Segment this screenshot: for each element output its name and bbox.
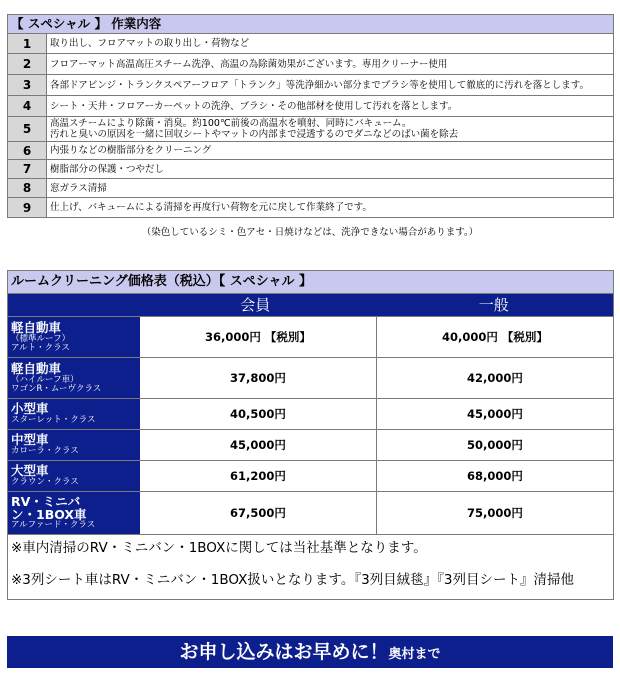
work-rows bbox=[8, 34, 613, 217]
work-step-line: 内張りなどの樹脂部分をクリーニング bbox=[50, 145, 212, 156]
work-step-line: 窓ガラス清掃 bbox=[50, 182, 107, 194]
general-price: 45,000円 bbox=[376, 399, 613, 429]
general-price: 40,000円 【税別】 bbox=[376, 317, 613, 357]
price-table-title: ルームクリーニング価格表（税込）【 スペシャル 】 bbox=[8, 271, 613, 294]
price-row bbox=[8, 357, 613, 398]
column-general: 一般 bbox=[478, 296, 509, 314]
vehicle-class-cell bbox=[8, 461, 136, 491]
work-row bbox=[8, 142, 613, 160]
vehicle-class-cell bbox=[8, 399, 136, 429]
price-footnote: ※車内清掃のRV・ミニバン・1BOXに関しては当社基準となります。 bbox=[8, 534, 613, 561]
general-price: 68,000円 bbox=[376, 461, 613, 491]
vehicle-class-example: スターレット・クラス bbox=[11, 415, 96, 426]
member-price: 45,000円 bbox=[136, 430, 376, 460]
work-table-title: 【 スペシャル 】 作業内容 bbox=[8, 15, 613, 34]
vehicle-class-cell bbox=[8, 317, 136, 357]
work-step-text bbox=[47, 117, 613, 141]
work-step-number: 3 bbox=[8, 75, 47, 95]
price-table-header bbox=[8, 294, 613, 316]
work-step-number: 2 bbox=[8, 54, 47, 74]
header-blank-cell bbox=[8, 294, 136, 316]
work-row bbox=[8, 179, 613, 198]
work-step-text bbox=[47, 34, 613, 53]
member-price: 61,200円 bbox=[136, 461, 376, 491]
work-row bbox=[8, 34, 613, 54]
work-row bbox=[8, 160, 613, 179]
apply-banner bbox=[7, 636, 613, 668]
work-step-line: フロアーマット高温高圧スチーム洗浄、高温の為除菌効果がございます。専用クリーナー使用 bbox=[50, 58, 448, 70]
vehicle-class-cell bbox=[8, 358, 136, 398]
member-price: 40,500円 bbox=[136, 399, 376, 429]
member-price: 36,000円 【税別】 bbox=[136, 317, 376, 357]
work-content-table bbox=[7, 14, 614, 218]
column-member: 会員 bbox=[240, 296, 271, 314]
vehicle-class-cell bbox=[8, 430, 136, 460]
price-notes bbox=[8, 534, 613, 599]
work-step-line: 仕上げ、バキュームによる清掃を再度行い荷物を元に戻して作業終了です。 bbox=[50, 202, 372, 213]
vehicle-class-example: アルト・クラス bbox=[11, 343, 70, 353]
vehicle-class-example: （ハイルーフ車） bbox=[11, 374, 79, 385]
vehicle-class-example: アルファード・クラス bbox=[11, 520, 96, 531]
price-table bbox=[7, 270, 614, 600]
work-step-number: 8 bbox=[8, 179, 47, 197]
vehicle-class-example: カローラ・クラス bbox=[11, 446, 79, 457]
price-rows bbox=[8, 316, 613, 534]
work-step-line: 高温スチームにより除菌・消臭。約100℃前後の高温水を噴射、同時にバキューム。 bbox=[50, 118, 412, 129]
price-row bbox=[8, 491, 613, 534]
vehicle-class-name: 軽自動車 bbox=[11, 360, 62, 376]
price-row bbox=[8, 429, 613, 460]
general-price: 50,000円 bbox=[376, 430, 613, 460]
work-step-text bbox=[47, 54, 613, 74]
work-step-number: 7 bbox=[8, 160, 47, 178]
work-row bbox=[8, 54, 613, 75]
apply-message: お申し込みはお早めに！ bbox=[179, 641, 389, 663]
vehicle-class-example: （標準ルーフ） bbox=[11, 333, 71, 344]
vehicle-class-cell bbox=[8, 492, 136, 534]
vehicle-class-name: 軽自動車 bbox=[11, 319, 62, 335]
work-step-text bbox=[47, 160, 613, 178]
work-step-text bbox=[47, 198, 613, 217]
apply-contact: 奥村まで bbox=[388, 647, 441, 662]
work-step-line: 汚れと臭いの原因を一緒に回収シートやマットの内部まで浸透するのでダニなどのばい菌を除去 bbox=[50, 129, 459, 140]
price-footnote: ※3列シート車はRV・ミニバン・1BOX扱いとなります。『3列目絨毯』『3列目シート』清掃他 bbox=[11, 572, 574, 588]
work-row bbox=[8, 198, 613, 217]
work-step-number: 5 bbox=[8, 117, 47, 141]
work-row bbox=[8, 96, 613, 117]
vehicle-class-example: ワゴンR・ムーヴクラス bbox=[11, 384, 102, 394]
work-step-number: 6 bbox=[8, 142, 47, 159]
work-row bbox=[8, 75, 613, 96]
work-step-number: 9 bbox=[8, 198, 47, 217]
member-price: 67,500円 bbox=[136, 492, 376, 534]
work-row bbox=[8, 117, 613, 142]
general-price: 75,000円 bbox=[376, 492, 613, 534]
work-step-number: 1 bbox=[8, 34, 47, 53]
price-row bbox=[8, 316, 613, 357]
vehicle-class-name: 小型車 bbox=[11, 401, 49, 417]
work-step-number: 4 bbox=[8, 96, 47, 116]
member-price: 37,800円 bbox=[136, 358, 376, 398]
stain-note: （染色しているシミ・色アセ・日焼けなどは、洗浄できない場合があります。） bbox=[141, 227, 479, 238]
work-step-line: 取り出し、フロアマットの取り出し・荷物など bbox=[50, 38, 250, 49]
work-step-line: シート・天井・フロアーカーペットの洗浄、ブラシ・その他部材を使用して汚れを落とします。 bbox=[50, 100, 458, 112]
work-step-line: 樹脂部分の保護・つやだし bbox=[50, 163, 165, 175]
work-step-text bbox=[47, 75, 613, 95]
vehicle-class-name: 中型車 bbox=[11, 432, 49, 448]
work-step-text bbox=[47, 96, 613, 116]
vehicle-class-name: 大型車 bbox=[11, 463, 49, 479]
vehicle-class-example: クラウン・クラス bbox=[11, 477, 79, 488]
price-row bbox=[8, 460, 613, 491]
vehicle-class-name: RV・ミニバン・1BOX車 bbox=[11, 494, 87, 523]
price-row bbox=[8, 398, 613, 429]
general-price: 42,000円 bbox=[376, 358, 613, 398]
work-step-text bbox=[47, 142, 613, 159]
work-step-line: 各部ドアビンジ・トランクスペアーフロア「トランク」等洗浄細かい部分までブラシ等を使用して徹底的に汚れを落とします。 bbox=[50, 79, 589, 91]
work-step-text bbox=[47, 179, 613, 197]
